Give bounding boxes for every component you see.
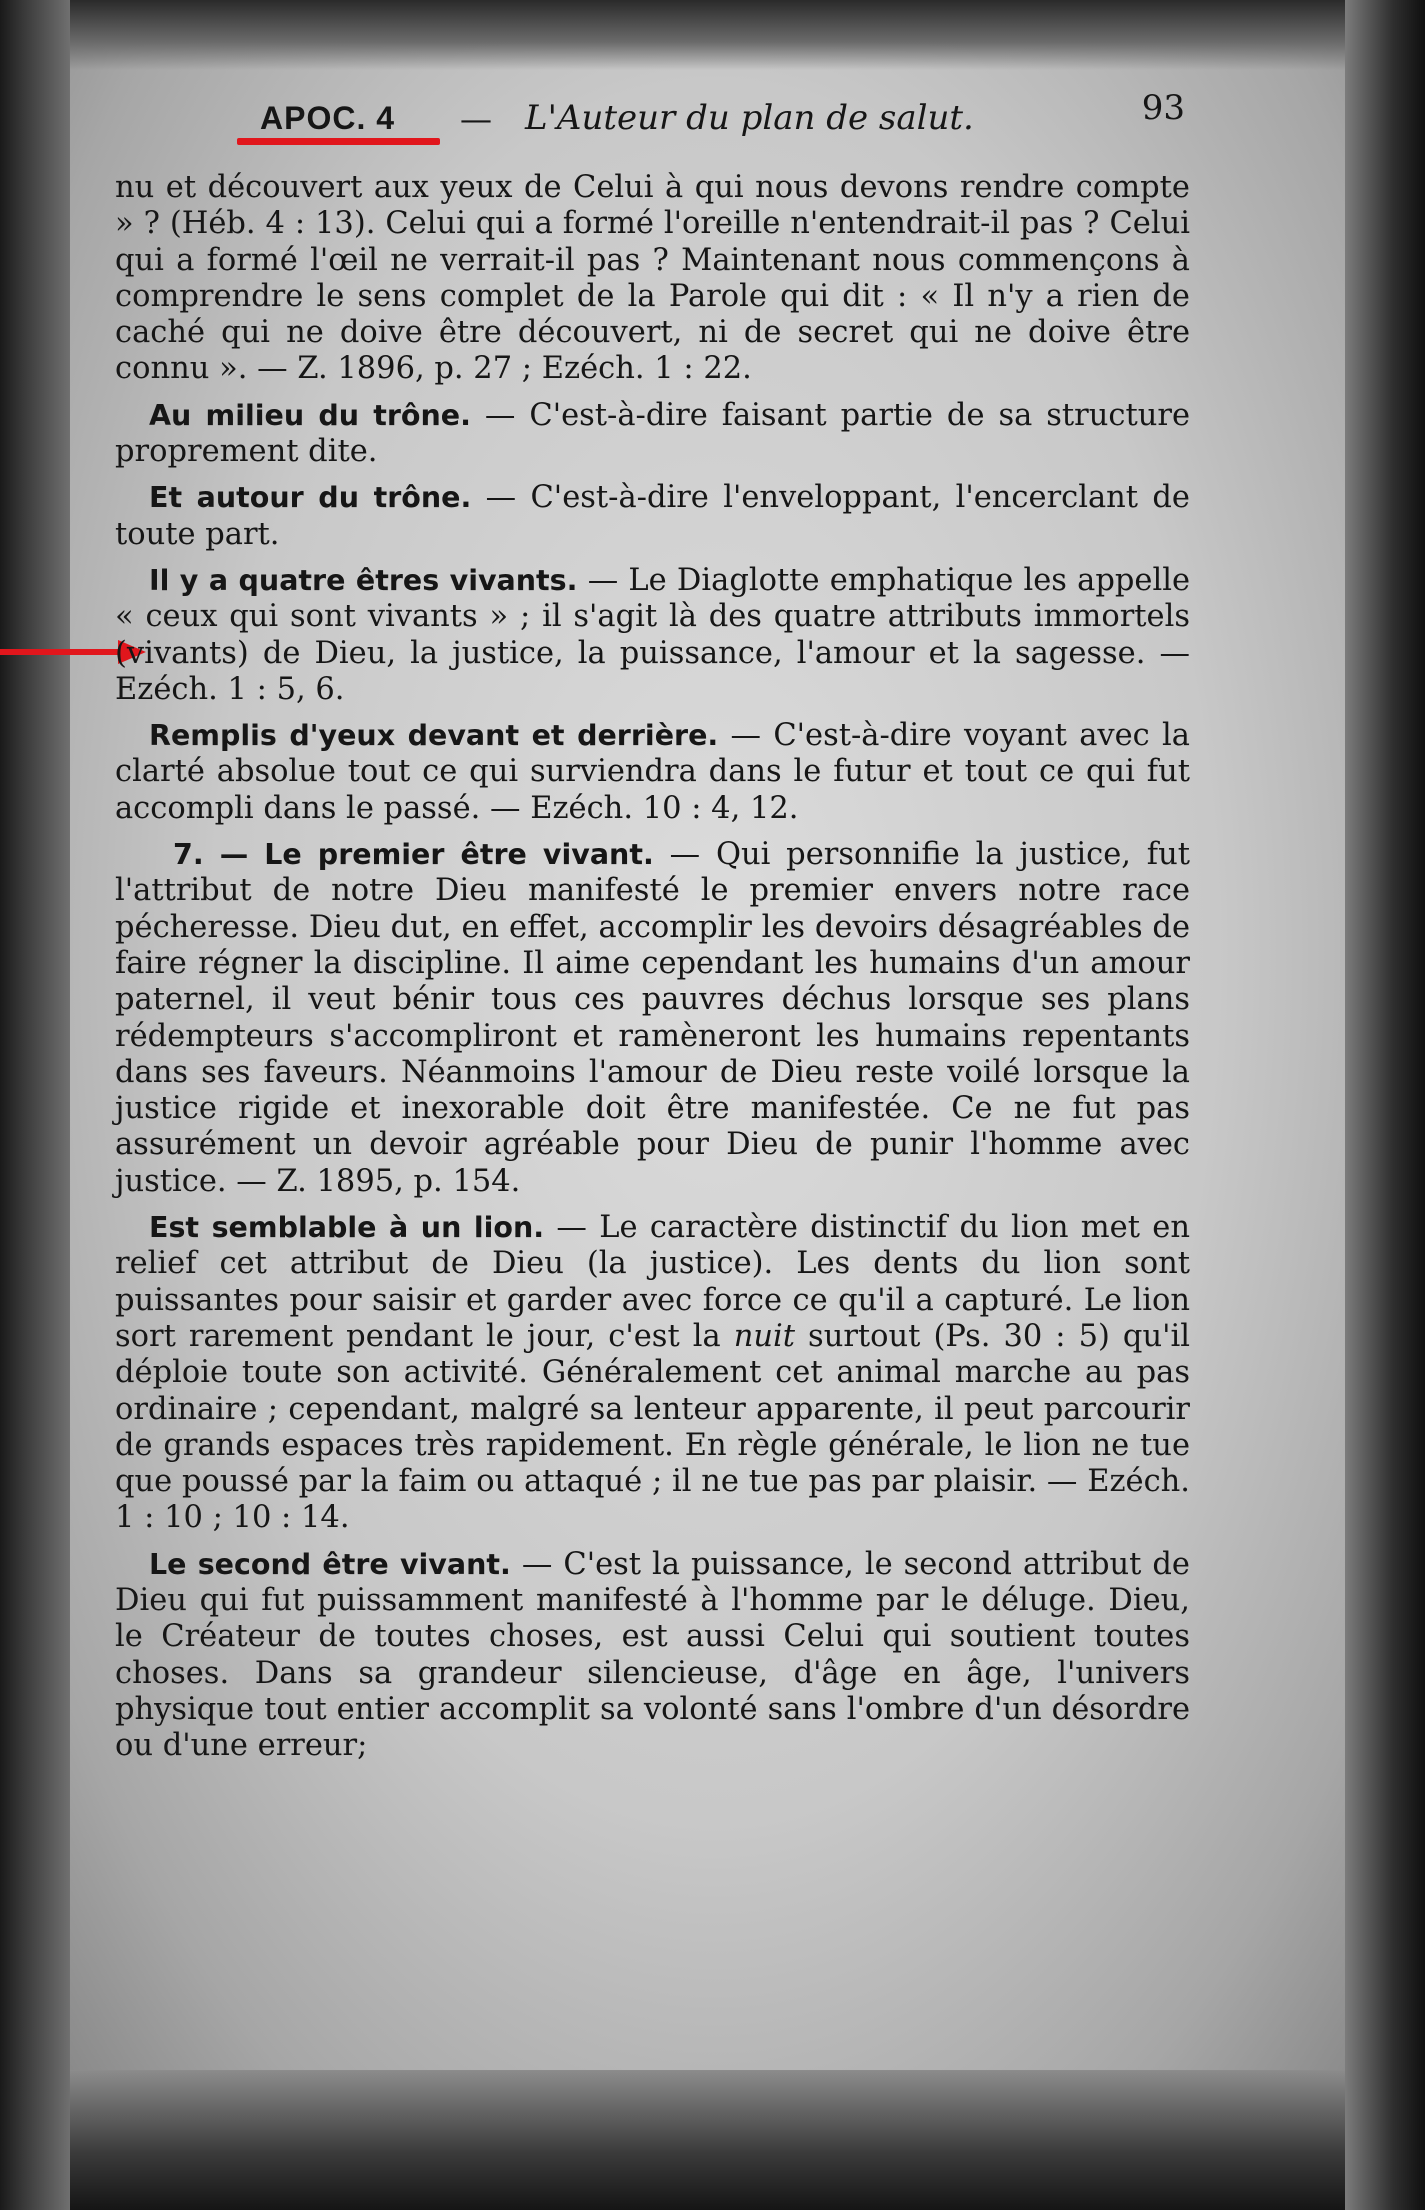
paragraph-quatre-etres-vivants [115, 563, 1190, 708]
emphasized-word: nuit [733, 1318, 796, 1354]
paragraph-second-etre-vivant [115, 1547, 1190, 1765]
paragraph-text: — C'est-à-dire faisant partie de sa structure proprement dite. [115, 397, 1190, 470]
paragraph-au-milieu-du-trone [115, 398, 1190, 471]
lemma-heading: Est semblable à un lion. [149, 1211, 545, 1245]
page-number: 93 [1141, 88, 1185, 128]
paragraph-premier-etre-vivant [115, 837, 1190, 1200]
paragraph-et-autour-du-trone [115, 480, 1190, 553]
header-chapter-title: L'Auteur du plan de salut. [525, 98, 974, 138]
paragraph-text: nu et découvert aux yeux de Celui à qui nous devons rendre compte » ? (Héb. 4 : 13). Celui qui a formé l'oreille n'entendrait-il pas ? Celui qui a formé l'œil ne verrait-il pas ? Maintenant nous commençons à comprendre le sens complet de la Parole qui dit : « Il n'y a rien de caché qui ne doive être découvert, ni de secret qui ne doive être connu ». — Z. 1896, p. 27 ; Ezéch. 1 : 22. [115, 170, 1190, 387]
paragraph-semblable-a-un-lion [115, 1210, 1190, 1537]
header-book-reference: APOC. 4 [260, 100, 396, 136]
lemma-heading: 7. — Le premier être vivant. [173, 838, 654, 872]
lemma-heading: Au milieu du trône. [149, 398, 471, 432]
scan-shadow-right [1345, 0, 1425, 2210]
paragraph-text: — C'est-à-dire voyant avec la clarté absolue tout ce qui surviendra dans le futur et tout ce qui fut accompli dans le passé. — Ezéch. 10 : 4, 12. [115, 718, 1190, 826]
paragraph-text: — Qui personnifie la justice, fut l'attribut de notre Dieu manifesté le premier envers notre race pécheresse. Dieu dut, en effet, accomplir les devoirs désagréables de faire régner la discipline. Il aime cependant les humains d'un amour paternel, il veut bénir tous ces pauvres déchus lorsque ses plans rédempteurs s'accompliront et ramèneront les humains repentants dans ses faveurs. Néanmoins l'amour de Dieu reste voilé lorsque la justice rigide et inexorable doit être manifestée. Ce ne fut pas assurément un devoir agréable pour Dieu de punir l'homme avec justice. — Z. 1895, p. 154. [115, 837, 1190, 1199]
paragraph-text: — C'est la puissance, le second attribut de Dieu qui fut puissamment manifesté à l'homme par le déluge. Dieu, le Créateur de toutes choses, est aussi Celui qui soutient toutes choses. Dans sa grandeur silencieuse, d'âge en âge, l'univers physique tout entier accomplit sa volonté sans l'ombre d'un désordre ou d'une erreur; [115, 1546, 1190, 1764]
paragraph-continuation [115, 170, 1190, 388]
scan-shadow-top [0, 0, 1425, 70]
lemma-heading: Et autour du trône. [149, 481, 472, 515]
body-text [115, 170, 1190, 1774]
paragraph-text: surtout (Ps. 30 : 5) qu'il déploie toute son activité. Généralement cet animal marche au pas ordinaire ; cependant, malgré sa lenteur apparente, il peut parcourir de grands espaces très rapidement. En règle générale, le lion ne tue que poussé par la faim ou attaqué ; il ne tue pas par plaisir. — Ezéch. 1 : 10 ; 10 : 14. [115, 1318, 1190, 1536]
scan-shadow-left [0, 0, 70, 2210]
lemma-heading: Remplis d'yeux devant et derrière. [149, 719, 719, 753]
paragraph-remplis-d-yeux [115, 718, 1190, 827]
header-dash: — [460, 100, 492, 138]
paragraph-text: — Le Diaglotte emphatique les appelle « ceux qui sont vivants » ; il s'agit là des quatre attributs immortels (vivants) de Dieu, la justice, la puissance, l'amour et la sagesse. — Ezéch. 1 : 5, 6. [115, 562, 1191, 707]
paragraph-text: — C'est-à-dire l'enveloppant, l'encerclant de toute part. [115, 480, 1190, 552]
red-underline-annotation [237, 138, 440, 145]
scan-shadow-bottom [0, 2070, 1425, 2210]
lemma-heading: Le second être vivant. [149, 1547, 511, 1581]
lemma-heading: Il y a quatre êtres vivants. [149, 563, 578, 597]
paragraph-text: — Le caractère distinctif du lion met en relief cet attribut de Dieu (la justice). Les dents du lion sont puissantes pour saisir et garder avec force ce qu'il a capturé. Le lion sort rarement pendant le jour, c'est la [115, 1210, 1190, 1354]
